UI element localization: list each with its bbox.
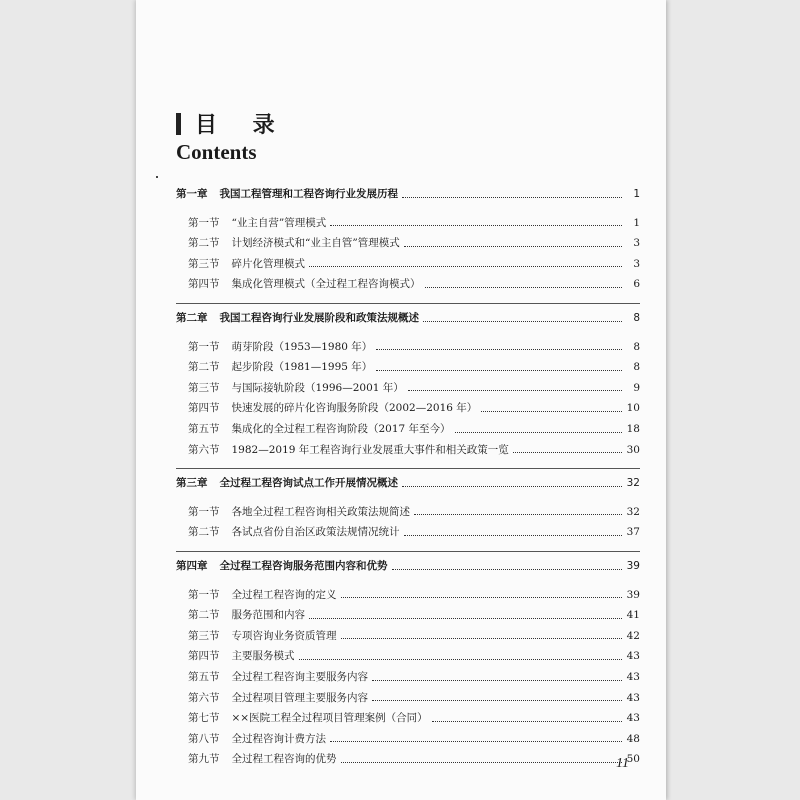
toc-entry-label: 第二节 — [188, 361, 220, 374]
toc-entry-page: 41 — [626, 609, 640, 622]
dot-leader — [330, 741, 622, 742]
toc-entry-title: 我国工程管理和工程咨询行业发展历程 — [219, 188, 398, 200]
toc-entry-label: 第四节 — [188, 650, 220, 663]
toc-entry-title: 萌芽阶段（1953—1980 年） — [231, 340, 373, 353]
toc-entry-page: 8 — [633, 361, 640, 374]
dot-leader — [309, 266, 622, 267]
toc-entry-label: 第二章 — [176, 312, 208, 324]
toc-entry-page: 39 — [626, 588, 640, 601]
toc-entry-page: 3 — [633, 257, 640, 270]
toc-entry-page: 8 — [633, 312, 640, 324]
toc-entry-title: 我国工程咨询行业发展阶段和政策法规概述 — [219, 312, 419, 324]
toc-entry-title: 各地全过程工程咨询相关政策法规简述 — [231, 505, 410, 518]
toc-section-row[interactable] — [176, 380, 640, 396]
page-number: 11 — [616, 756, 629, 771]
toc-entry-page: 6 — [633, 278, 640, 291]
toc-section-row[interactable] — [176, 587, 640, 603]
toc-entry-page: 8 — [633, 340, 640, 353]
toc-chapter-row[interactable] — [176, 186, 640, 202]
toc-section-row[interactable] — [176, 607, 640, 623]
toc-entry-page: 18 — [626, 423, 640, 435]
toc-entry-label: 第一节 — [188, 588, 220, 601]
toc-subtitle: Contents — [176, 140, 257, 164]
toc-entry-page: 43 — [626, 691, 640, 704]
toc-entry-label: 第六节 — [188, 691, 220, 704]
chapter-divider — [176, 468, 640, 469]
toc-entry-title: 全过程工程咨询的优势 — [231, 753, 337, 766]
dot-leader — [309, 618, 622, 619]
dot-leader — [376, 349, 622, 350]
toc-section-row[interactable] — [176, 628, 640, 644]
toc-section-row[interactable] — [176, 235, 640, 251]
toc-entry-page: 50 — [626, 753, 640, 766]
toc-section-row[interactable] — [176, 442, 640, 458]
dot-leader — [341, 762, 623, 763]
dot-leader — [423, 321, 622, 322]
dot-leader — [404, 246, 622, 247]
toc-section-row[interactable] — [176, 669, 640, 685]
toc-section-row[interactable] — [176, 524, 640, 540]
toc-entry-title: 全过程工程咨询试点工作开展情况概述 — [219, 477, 398, 490]
toc-entry-label: 第八节 — [188, 732, 220, 745]
dot-leader — [432, 721, 622, 722]
toc-entry-title: 全过程工程咨询的定义 — [231, 588, 337, 601]
toc-entry-title: 各试点省份自治区政策法规情况统计 — [231, 526, 400, 539]
toc-section-row[interactable] — [176, 648, 640, 664]
toc-entry-title: 与国际接轨阶段（1996—2001 年） — [231, 381, 404, 394]
toc-entry-label: 第四节 — [188, 278, 220, 291]
dot-leader — [330, 225, 622, 226]
dot-leader — [425, 287, 623, 288]
toc-entry-page: 9 — [633, 381, 640, 394]
dot-leader — [341, 638, 623, 639]
toc-entry-label: 第四章 — [176, 560, 208, 572]
toc-section-row[interactable] — [176, 359, 640, 375]
chapter-divider — [176, 303, 640, 304]
toc-entry-page: 3 — [633, 237, 640, 250]
dot-leader — [341, 597, 623, 598]
toc-title: 目 录 — [195, 113, 289, 138]
toc-entry-page: 1 — [633, 216, 640, 229]
toc-entry-label: 第六节 — [188, 443, 220, 456]
dot-leader — [372, 700, 622, 701]
dot-leader — [372, 680, 622, 681]
toc-entry-page: 32 — [626, 477, 640, 490]
toc-section-row[interactable] — [176, 400, 640, 416]
toc-entry-label: 第三节 — [188, 257, 220, 270]
toc-section-row[interactable] — [176, 256, 640, 272]
toc-entry-title: 专项咨询业务资质管理 — [231, 629, 337, 642]
toc-entry-label: 第一章 — [176, 188, 208, 200]
toc-entry-label: 第七节 — [188, 712, 220, 725]
dot-leader — [414, 514, 622, 515]
chapter-divider — [176, 551, 640, 552]
toc-entry-page: 39 — [626, 560, 640, 572]
toc-entry-title: 1982—2019 年工程咨询行业发展重大事件和相关政策一览 — [231, 443, 509, 456]
toc-entry-page: 43 — [626, 650, 640, 663]
toc-entry-page: 43 — [626, 671, 640, 683]
toc-entry-page: 42 — [626, 629, 640, 642]
toc-entry-page: 48 — [626, 732, 640, 745]
toc-entry-title: 集成化的全过程工程咨询阶段（2017 年至今） — [231, 423, 451, 435]
toc-entry-title: ××医院工程全过程项目管理案例（合同） — [231, 712, 428, 725]
toc-entry-page: 1 — [633, 188, 640, 200]
toc-entry-label: 第一节 — [188, 340, 220, 353]
toc-entry-page: 43 — [626, 712, 640, 725]
toc-entry-label: 第三章 — [176, 477, 208, 490]
toc-entry-title: 全过程项目管理主要服务内容 — [231, 691, 368, 704]
dot-leader — [402, 486, 622, 487]
toc-entry-label: 第二节 — [188, 237, 220, 250]
dot-leader — [481, 411, 622, 412]
toc-section-row[interactable] — [176, 421, 640, 437]
toc-entry-label: 第二节 — [188, 526, 220, 539]
dot-leader — [402, 197, 622, 198]
toc-entry-title: “业主自营”管理模式 — [231, 216, 327, 229]
toc-entry-label: 第三节 — [188, 629, 220, 642]
toc-entry-label: 第一节 — [188, 216, 220, 229]
toc-chapter-row[interactable] — [176, 475, 640, 491]
toc-entry-page: 30 — [626, 443, 640, 456]
toc-entry-title: 全过程工程咨询主要服务内容 — [231, 671, 368, 683]
toc-section-row[interactable] — [176, 215, 640, 231]
toc-entry-label: 第四节 — [188, 402, 220, 415]
toc-entry-label: 第九节 — [188, 753, 220, 766]
dot-leader — [299, 659, 623, 660]
toc-entry-label: 第五节 — [188, 671, 220, 683]
toc-section-row[interactable] — [176, 751, 640, 767]
toc-entry-title: 计划经济模式和“业主自管”管理模式 — [231, 237, 400, 250]
toc-entry-title: 集成化管理模式（全过程工程咨询模式） — [231, 278, 421, 291]
dot-leader — [392, 569, 623, 570]
toc-entry-title: 起步阶段（1981—1995 年） — [231, 361, 373, 374]
toc-section-row[interactable] — [176, 504, 640, 520]
dot-leader — [408, 390, 622, 391]
dot-leader — [404, 535, 623, 536]
toc-entry-title: 全过程咨询计费方法 — [231, 732, 326, 745]
toc-section-row[interactable] — [176, 276, 640, 292]
toc-entry-label: 第五节 — [188, 423, 220, 435]
dot-leader — [455, 432, 622, 433]
toc-entry-title: 服务范围和内容 — [231, 609, 305, 622]
toc-entry-title: 碎片化管理模式 — [231, 257, 305, 270]
toc-entry-label: 第一节 — [188, 505, 220, 518]
toc-entry-title: 全过程工程咨询服务范围内容和优势 — [219, 560, 388, 572]
toc-section-row[interactable] — [176, 731, 640, 747]
toc-entry-page: 10 — [626, 402, 640, 415]
toc-entry-label: 第三节 — [188, 381, 220, 394]
toc-chapter-row[interactable] — [176, 310, 640, 326]
toc-section-row[interactable] — [176, 339, 640, 355]
toc-entry-title: 快速发展的碎片化咨询服务阶段（2002—2016 年） — [231, 402, 478, 415]
dot-leader — [513, 452, 622, 453]
toc-section-row[interactable] — [176, 690, 640, 706]
toc-entry-page: 32 — [626, 505, 640, 518]
toc-section-row[interactable] — [176, 710, 640, 726]
toc-entry-label: 第二节 — [188, 609, 220, 622]
toc-entry-page: 37 — [626, 526, 640, 539]
toc-entry-title: 主要服务模式 — [231, 650, 295, 663]
dot-leader — [376, 370, 622, 371]
toc-chapter-row[interactable] — [176, 558, 640, 574]
